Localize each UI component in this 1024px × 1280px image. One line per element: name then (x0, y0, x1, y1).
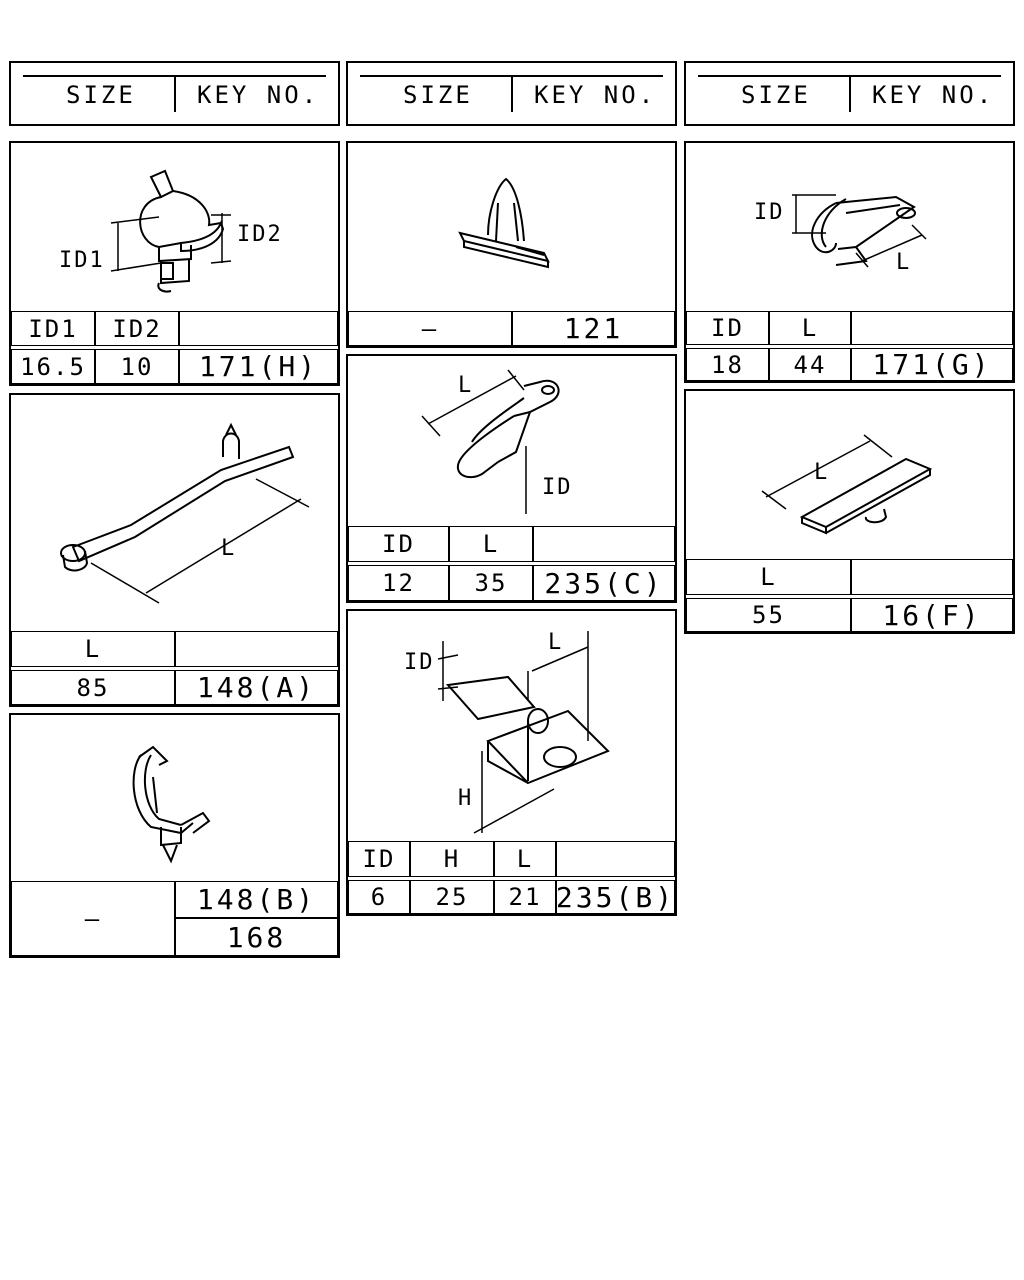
value-id: 12 (348, 565, 449, 601)
col-header-l: L (686, 559, 851, 595)
value-id1: 16.5 (11, 349, 95, 384)
col-header-l: L (769, 311, 851, 345)
value-l: 85 (11, 670, 175, 705)
key-no-header: KEY NO. (197, 81, 320, 109)
key-no-header: KEY NO. (534, 81, 657, 109)
value-l: 21 (494, 880, 556, 914)
stand-clip-illustration-235b (348, 611, 675, 841)
size-header: SIZE (66, 81, 136, 109)
col-header-id: ID (686, 311, 769, 345)
loop-clip-illustration-171g (686, 143, 1013, 311)
col-header-key (179, 311, 338, 346)
flat-strap-illustration-16f (686, 391, 1013, 559)
key-no-value: 121 (512, 311, 675, 346)
col-header-key (851, 311, 1013, 345)
dim-label: ID2 (237, 222, 283, 247)
col-header-id: ID (348, 526, 449, 562)
col-header-l: L (494, 841, 556, 877)
key-no-header: KEY NO. (872, 81, 995, 109)
col-header-key (851, 559, 1013, 595)
col-header-l: L (449, 526, 533, 562)
clamp-illustration-148b (11, 715, 338, 881)
dim-label: ID (754, 200, 785, 225)
p-clamp-illustration-235c (348, 356, 675, 526)
strap-illustration-148a (11, 395, 338, 631)
size-dash: — (348, 311, 512, 346)
col-header-l: L (11, 631, 175, 667)
size-dash: — (11, 881, 175, 956)
header-divider (511, 75, 513, 112)
header-col-1 (9, 61, 340, 126)
push-pin-illustration-121 (348, 143, 675, 311)
header-divider (849, 75, 851, 112)
clip-illustration-171h (11, 143, 338, 311)
part-card-16f (684, 389, 1015, 634)
size-header: SIZE (403, 81, 473, 109)
header-col-2 (346, 61, 677, 126)
key-no-value: 171(H) (179, 349, 338, 384)
key-no-value: 168 (175, 918, 338, 956)
col-header-key (175, 631, 338, 667)
value-id: 18 (686, 348, 769, 381)
dim-label: ID1 (59, 248, 105, 273)
value-l: 44 (769, 348, 851, 381)
col-header-id1: ID1 (11, 311, 95, 346)
key-no-value: 148(B) (175, 881, 338, 918)
col-header-key (556, 841, 675, 877)
dim-label: H (458, 786, 474, 811)
part-card-148b (9, 713, 340, 958)
col-header-id2: ID2 (95, 311, 179, 346)
dim-label: L (458, 373, 474, 398)
size-header: SIZE (741, 81, 811, 109)
col-header-h: H (410, 841, 494, 877)
key-no-value: 148(A) (175, 670, 338, 705)
dim-label: L (896, 250, 912, 275)
value-id2: 10 (95, 349, 179, 384)
part-card-235c (346, 354, 677, 603)
col-header-key (533, 526, 675, 562)
value-l: 55 (686, 598, 851, 632)
value-l: 35 (449, 565, 533, 601)
value-h: 25 (410, 880, 494, 914)
dim-label: ID (404, 650, 435, 675)
value-id: 6 (348, 880, 410, 914)
key-no-value: 171(G) (851, 348, 1013, 381)
dim-label: L (221, 536, 237, 561)
part-card-171g (684, 141, 1015, 383)
key-no-value: 235(C) (533, 565, 675, 601)
part-card-235b (346, 609, 677, 916)
key-no-value: 235(B) (555, 880, 676, 914)
dim-label: L (814, 460, 830, 485)
col-header-id: ID (348, 841, 410, 877)
header-col-3 (684, 61, 1015, 126)
part-card-148a (9, 393, 340, 707)
part-card-121 (346, 141, 677, 348)
part-card-171h (9, 141, 340, 386)
dim-label: L (548, 630, 564, 655)
header-divider (174, 75, 176, 112)
dim-label: ID (542, 475, 573, 500)
key-no-value: 16(F) (851, 598, 1013, 632)
